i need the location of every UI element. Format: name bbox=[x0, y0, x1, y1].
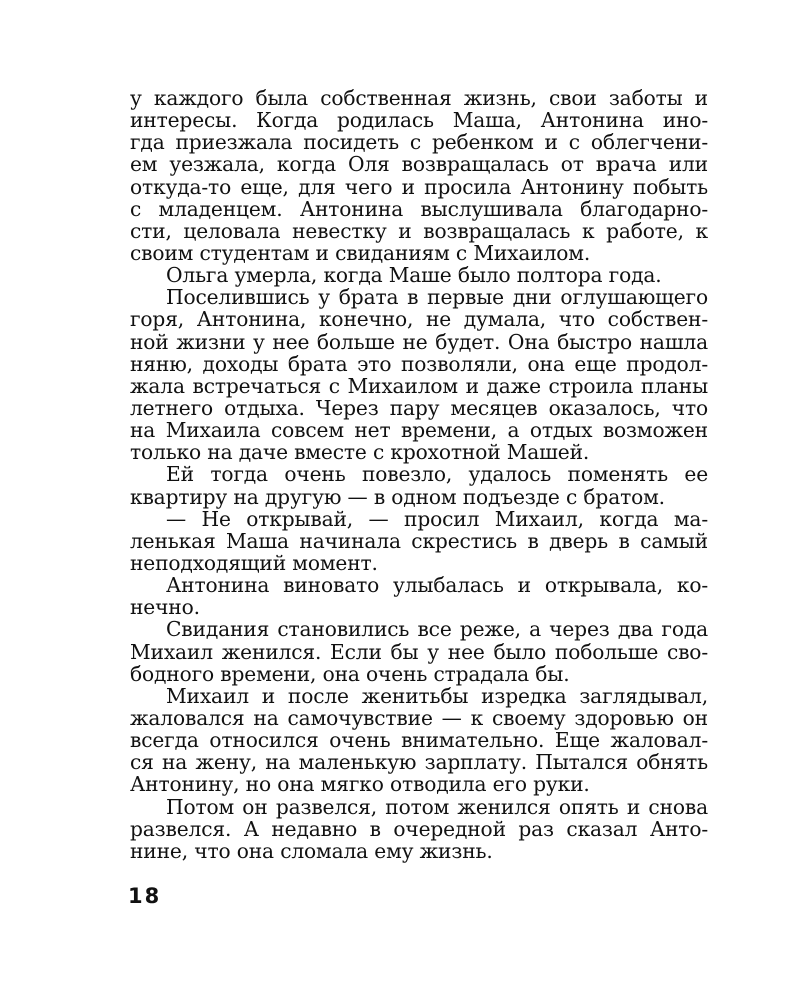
text-line: неподходящий момент. bbox=[130, 550, 378, 575]
text-line: бодного времени, она очень страдала бы. bbox=[130, 661, 570, 686]
text-line: летнего отдыха. Через пару месяцев оказалось, что bbox=[130, 395, 708, 420]
text-line: жаловался на самочувствие — к своему здоровью он bbox=[130, 705, 708, 730]
text-line: откуда-то еще, для чего и просила Антонину побыть bbox=[130, 174, 708, 199]
text-line: жала встречаться с Михаилом и даже строила планы bbox=[130, 373, 708, 398]
text-line: всегда относился очень внимательно. Еще жаловал- bbox=[130, 728, 708, 753]
text-line: развелся. А недавно в очередной раз сказал Анто- bbox=[130, 816, 708, 841]
text-line: нине, что она сломала ему жизнь. bbox=[130, 838, 493, 863]
text-line: Свидания становились все реже, а через два года bbox=[166, 617, 708, 642]
text-line: Михаил и после женитьбы изредка заглядывал, bbox=[166, 683, 708, 708]
text-line: сти, целовала невестку и возвращалась к работе, к bbox=[130, 218, 708, 243]
text-line: Поселившись у брата в первые дни оглушающего bbox=[166, 285, 708, 310]
text-line: нечно. bbox=[130, 595, 200, 620]
text-line: Антонину, но она мягко отводила его руки. bbox=[130, 772, 590, 797]
text-line: на Михаила совсем нет времени, а отдых возможен bbox=[130, 418, 708, 443]
text-line: Ей тогда очень повезло, удалось поменять ее bbox=[166, 462, 708, 487]
text-line: только на даче вместе с крохотной Машей. bbox=[130, 440, 590, 465]
text-line: с младенцем. Антонина выслушивала благодарно- bbox=[130, 196, 708, 221]
text-line: Ольга умерла, когда Маше было полтора года. bbox=[166, 263, 662, 288]
text-line: квартиру на другую — в одном подъезде с братом. bbox=[130, 484, 665, 509]
text-line: Михаил женился. Если бы у нее было побольше сво- bbox=[130, 639, 708, 664]
body-text bbox=[130, 87, 708, 862]
text-line: Потом он развелся, потом женился опять и снова bbox=[166, 794, 708, 819]
text-line: горя, Антонина, конечно, не думала, что собствен- bbox=[130, 307, 708, 332]
text-line: гда приезжала посидеть с ребенком и с облегчени- bbox=[130, 130, 708, 155]
text-line: интересы. Когда родилась Маша, Антонина ино- bbox=[130, 108, 708, 133]
text-line: — Не открывай, — просил Михаил, когда ма- bbox=[166, 506, 708, 531]
text-line: ной жизни у нее больше не будет. Она быстро нашла bbox=[130, 329, 708, 354]
text-line: ся на жену, на маленькую зарплату. Пытался обнять bbox=[130, 750, 708, 775]
text-line: ленькая Маша начинала скрестись в дверь в самый bbox=[130, 528, 708, 553]
text-line: ем уезжала, когда Оля возвращалась от врача или bbox=[130, 152, 708, 177]
page-number: 18 bbox=[128, 884, 162, 908]
text-line: няню, доходы брата это позволяли, она еще продол- bbox=[130, 351, 708, 376]
text-line: своим студентам и свиданиям с Михаилом. bbox=[130, 240, 591, 265]
text-line: Антонина виновато улыбалась и открывала, ко- bbox=[166, 573, 708, 598]
text-line: у каждого была собственная жизнь, свои заботы и bbox=[130, 86, 708, 110]
